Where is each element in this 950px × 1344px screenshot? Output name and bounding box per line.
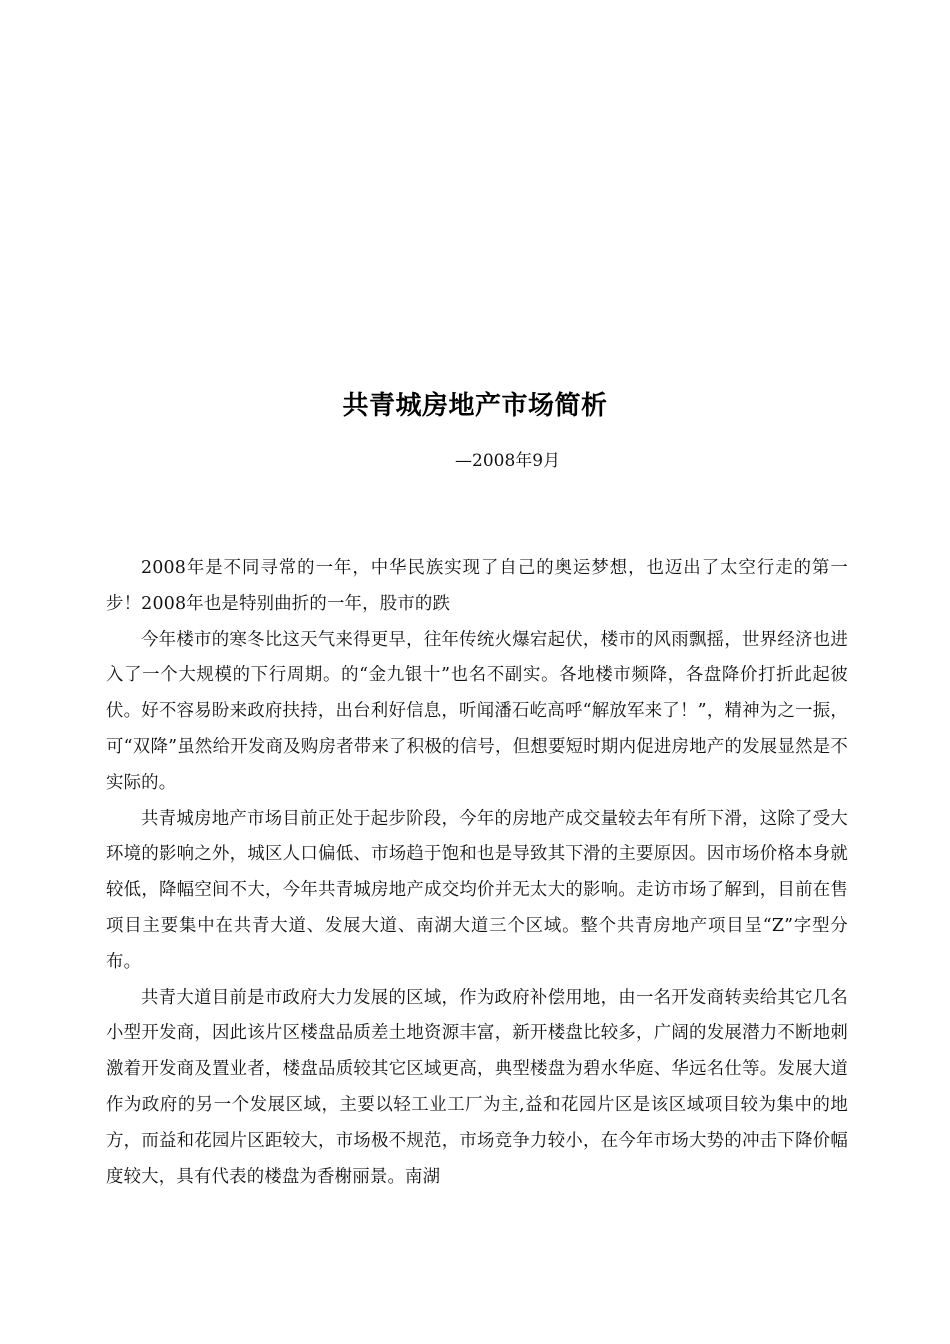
paragraph-gongqing-market: 共青城房地产市场目前正处于起步阶段，今年的房地产成交量较去年有所下滑，这除了受大环境的影响之外，城区人口偏低、市场趋于饱和也是导致其下滑的主要原因。因市场价格本身就较低，降幅空间不大，今年共青城房地产成交均价并无太大的影响。走访市场了解到，目前在售项目主要集中在共青大道、发展大道、南湖大道三个区域。整个共青房地产项目呈“Z”字型分布。	[106, 808, 848, 972]
document-title: 共青城房地产市场简析	[342, 391, 608, 421]
document-body	[106, 551, 848, 1195]
paragraph-intro: 2008年是不同寻常的一年，中华民族实现了自己的奥运梦想，也迈出了太空行走的第一步！2008年也是特别曲折的一年，股市的跌	[106, 558, 848, 614]
paragraph-market-winter: 今年楼市的寒冬比这天气来得更早，往年传统火爆宕起伏，楼市的风雨飘摇，世界经济也进入了一个大规模的下行周期。的“金九银十”也名不副实。各地楼市频降，各盘降价打折此起彼伏。好不容易盼来政府扶持，出台利好信息，听闻潘石屹高呼“解放军来了！”，精神为之一振，可“双降”虽然给开发商及购房者带来了积极的信号，但想要短时期内促进房地产的发展显然是不实际的。	[106, 629, 848, 793]
document-date: —2008年9月	[455, 451, 561, 471]
paragraph-areas: 共青大道目前是市政府大力发展的区域，作为政府补偿用地，由一名开发商转卖给其它几名小型开发商，因此该片区楼盘品质差土地资源丰富，新开楼盘比较多，广阔的发展潜力不断地刺激着开发商及置业者，楼盘品质较其它区域更高，典型楼盘为碧水华庭、华远名仕等。发展大道作为政府的另一个发展区域，主要以轻工业工厂为主,益和花园片区是该区域项目较为集中的地方，而益和花园片区距较大，市场极不规范，市场竞争力较小，在今年市场大势的冲击下降价幅度较大，具有代表的楼盘为香榭丽景。南湖	[106, 987, 848, 1187]
